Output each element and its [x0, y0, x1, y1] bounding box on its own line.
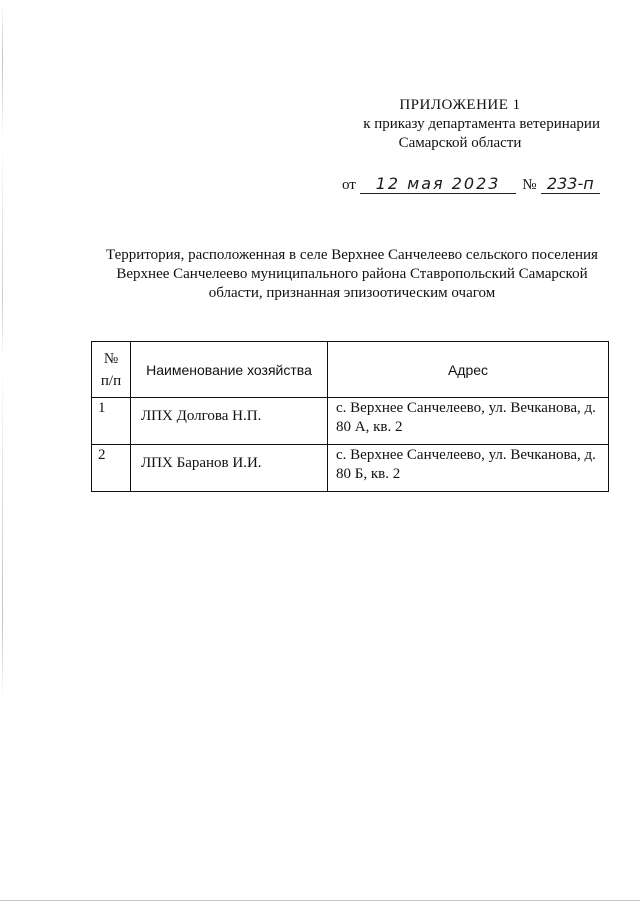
annex-region: Самарской области — [398, 135, 522, 151]
header-farm-name: Наименование хозяйства — [131, 342, 328, 398]
farms-table — [91, 341, 609, 492]
annex-order-ref: к приказу департамента ветеринарии — [363, 116, 600, 132]
annex-block — [320, 96, 600, 153]
number-label: № — [522, 177, 537, 193]
scan-edge-bottom — [0, 900, 640, 901]
scan-edge-left — [2, 0, 3, 905]
header-number-sign: № — [103, 350, 119, 367]
handwritten-order-number: 233-п — [541, 175, 600, 194]
annex-title: ПРИЛОЖЕНИЕ 1 — [399, 97, 521, 113]
header-number-pp: п/п — [100, 372, 122, 389]
row-number: 1 — [92, 398, 131, 445]
table-row — [92, 398, 609, 445]
date-from-label: от — [342, 177, 356, 193]
document-heading: Территория, расположенная в селе Верхнее Санчелеево сельского поселения Верхнее Санчелеево муниципального района Ставропольский Самарской области, признанная эпизоотическим очагом — [106, 247, 598, 301]
header-number — [92, 342, 131, 398]
handwritten-date: 12 мая 2023 — [360, 175, 516, 194]
farm-address: с. Верхнее Санчелеево, ул. Вечканова, д. 80 А, кв. 2 — [328, 398, 609, 445]
farm-address: с. Верхнее Санчелеево, ул. Вечканова, д. 80 Б, кв. 2 — [328, 445, 609, 492]
table-row — [92, 445, 609, 492]
order-date-line — [342, 172, 600, 194]
farm-name: ЛПХ Долгова Н.П. — [131, 398, 328, 445]
row-number: 2 — [92, 445, 131, 492]
table-header-row — [92, 342, 609, 398]
header-address: Адрес — [328, 342, 609, 398]
farm-name: ЛПХ Баранов И.И. — [131, 445, 328, 492]
